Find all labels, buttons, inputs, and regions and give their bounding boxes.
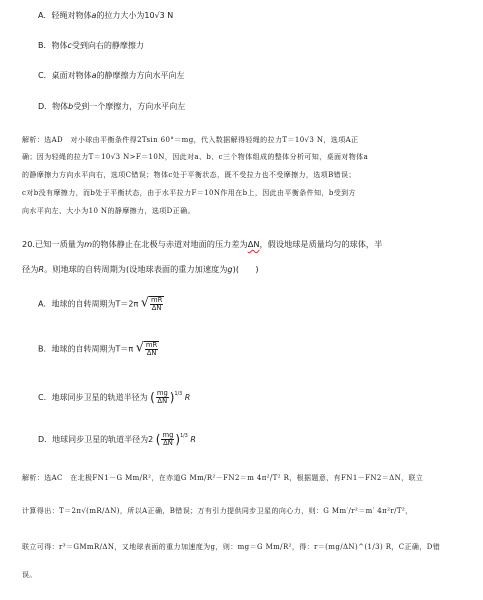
option-b-top: B．物体c受到向右的静摩擦力 [38,41,144,50]
frac-den-dn-d: ΔN [163,439,173,448]
sqrt-mr-over-dn-b: √ $\frac{mR}{\Delta N}$ [135,340,158,358]
analysis-20-line-1: 解析：选AC 在北极FN1－G Mm/R²，在赤道G Mm/R²－FN2＝m 4π²/T² R，根据题意，有FN1－FN2＝ΔN，联立 [22,474,424,482]
frac-num-mg-c: mg [156,389,168,397]
frac-den-dn-b: ΔN [146,349,157,358]
option-c-top: C．桌面对物体a的静摩擦力方向水平向左 [38,71,185,80]
option-c-q20-label: C．地球同步卫星的轨道半径为 [38,393,148,403]
option-a-q20-label: A．地球的自转周期为T＝2π [38,299,139,309]
question-20-line-1: 20.已知一质量为m的物体静止在北极与赤道对地面的压力差为ΔN，假设地球是质量均匀的球体，半 [22,239,383,249]
option-a-top: A．轻绳对物体a的拉力大小为10√3 N [38,11,174,20]
analysis-19-line-5: 向水平向左、大小为10 N的静摩擦力，选项D正确。 [22,207,195,215]
frac-num-mr: mR [150,296,163,304]
analysis-20-line-4: 误。 [22,571,37,579]
option-d-q20-label: D．地球同步卫星的轨道半径为2 [38,435,154,445]
exponent-c: 1/3 [174,391,183,397]
option-b-q20 [38,341,159,357]
analysis-19-line-1: 解析：选AD 对小球由平衡条件得2Tsin 60°＝mg，代入数据解得轻绳的拉力T＝10√3 N，选项A正 [22,136,359,144]
frac-num-mr-b: mR [145,341,158,349]
frac-den-dn: ΔN [151,304,162,313]
radius-c: R [184,393,191,403]
analysis-19-line-2: 确；因为轻绳的拉力T＝10√3 N>F＝10N，因此对a、b、c三个物体组成的整体分析可知，桌面对物体a [22,153,369,161]
analysis-19-line-3: 的静摩擦力方向水平向右，选项C错误；物体c处于平衡状态，既不受拉力也不受摩擦力，选项B错误； [22,171,356,179]
analysis-20-line-3: 联立可得：r³＝GMmR/ΔN，又地球表面的重力加速度为g，则：mg＝G Mm/R²，得：r＝(mg/ΔN)^(1/3) R，C正确，D错 [22,543,441,551]
exponent-d: 1/3 [180,433,188,439]
question-20-line-2: 径为R。则地球的自转周期为(设地球表面的重力加速度为g)( ) [22,264,259,274]
option-a-q20 [38,296,164,312]
option-c-q20: C．地球同步卫星的轨道半径为 ( $\frac{mg}{\Delta N}$ )$^{1/3}$ R [38,389,191,406]
option-d-q20: D．地球同步卫星的轨道半径为2 ( $\frac{mg}{\Delta N}$ )$^{1/3}$ R [38,431,196,448]
frac-num-mg-d: mg [162,431,174,439]
option-d-top: D．物体b受到一个摩擦力，方向水平向左 [38,102,186,111]
frac-den-dn-c: ΔN [157,397,168,406]
analysis-20-line-2: 计算得出：T＝2π√(mR/ΔN)，所以A正确，B错误；万有引力提供同步卫星的向心力，则：G Mm′/r²＝m′ 4π²r/T²， [22,507,413,515]
radius-d: R [190,435,196,445]
sqrt-mr-over-dn: √ $\frac{mR}{\Delta N}$ [140,295,163,313]
analysis-19-line-4: c对b没有摩擦力，而b处于平衡状态，由于水平拉力F＝10N作用在b上，因此由平衡条件知，b受到方 [22,189,356,197]
option-b-q20-label: B．地球的自转周期为T＝π [38,344,134,354]
